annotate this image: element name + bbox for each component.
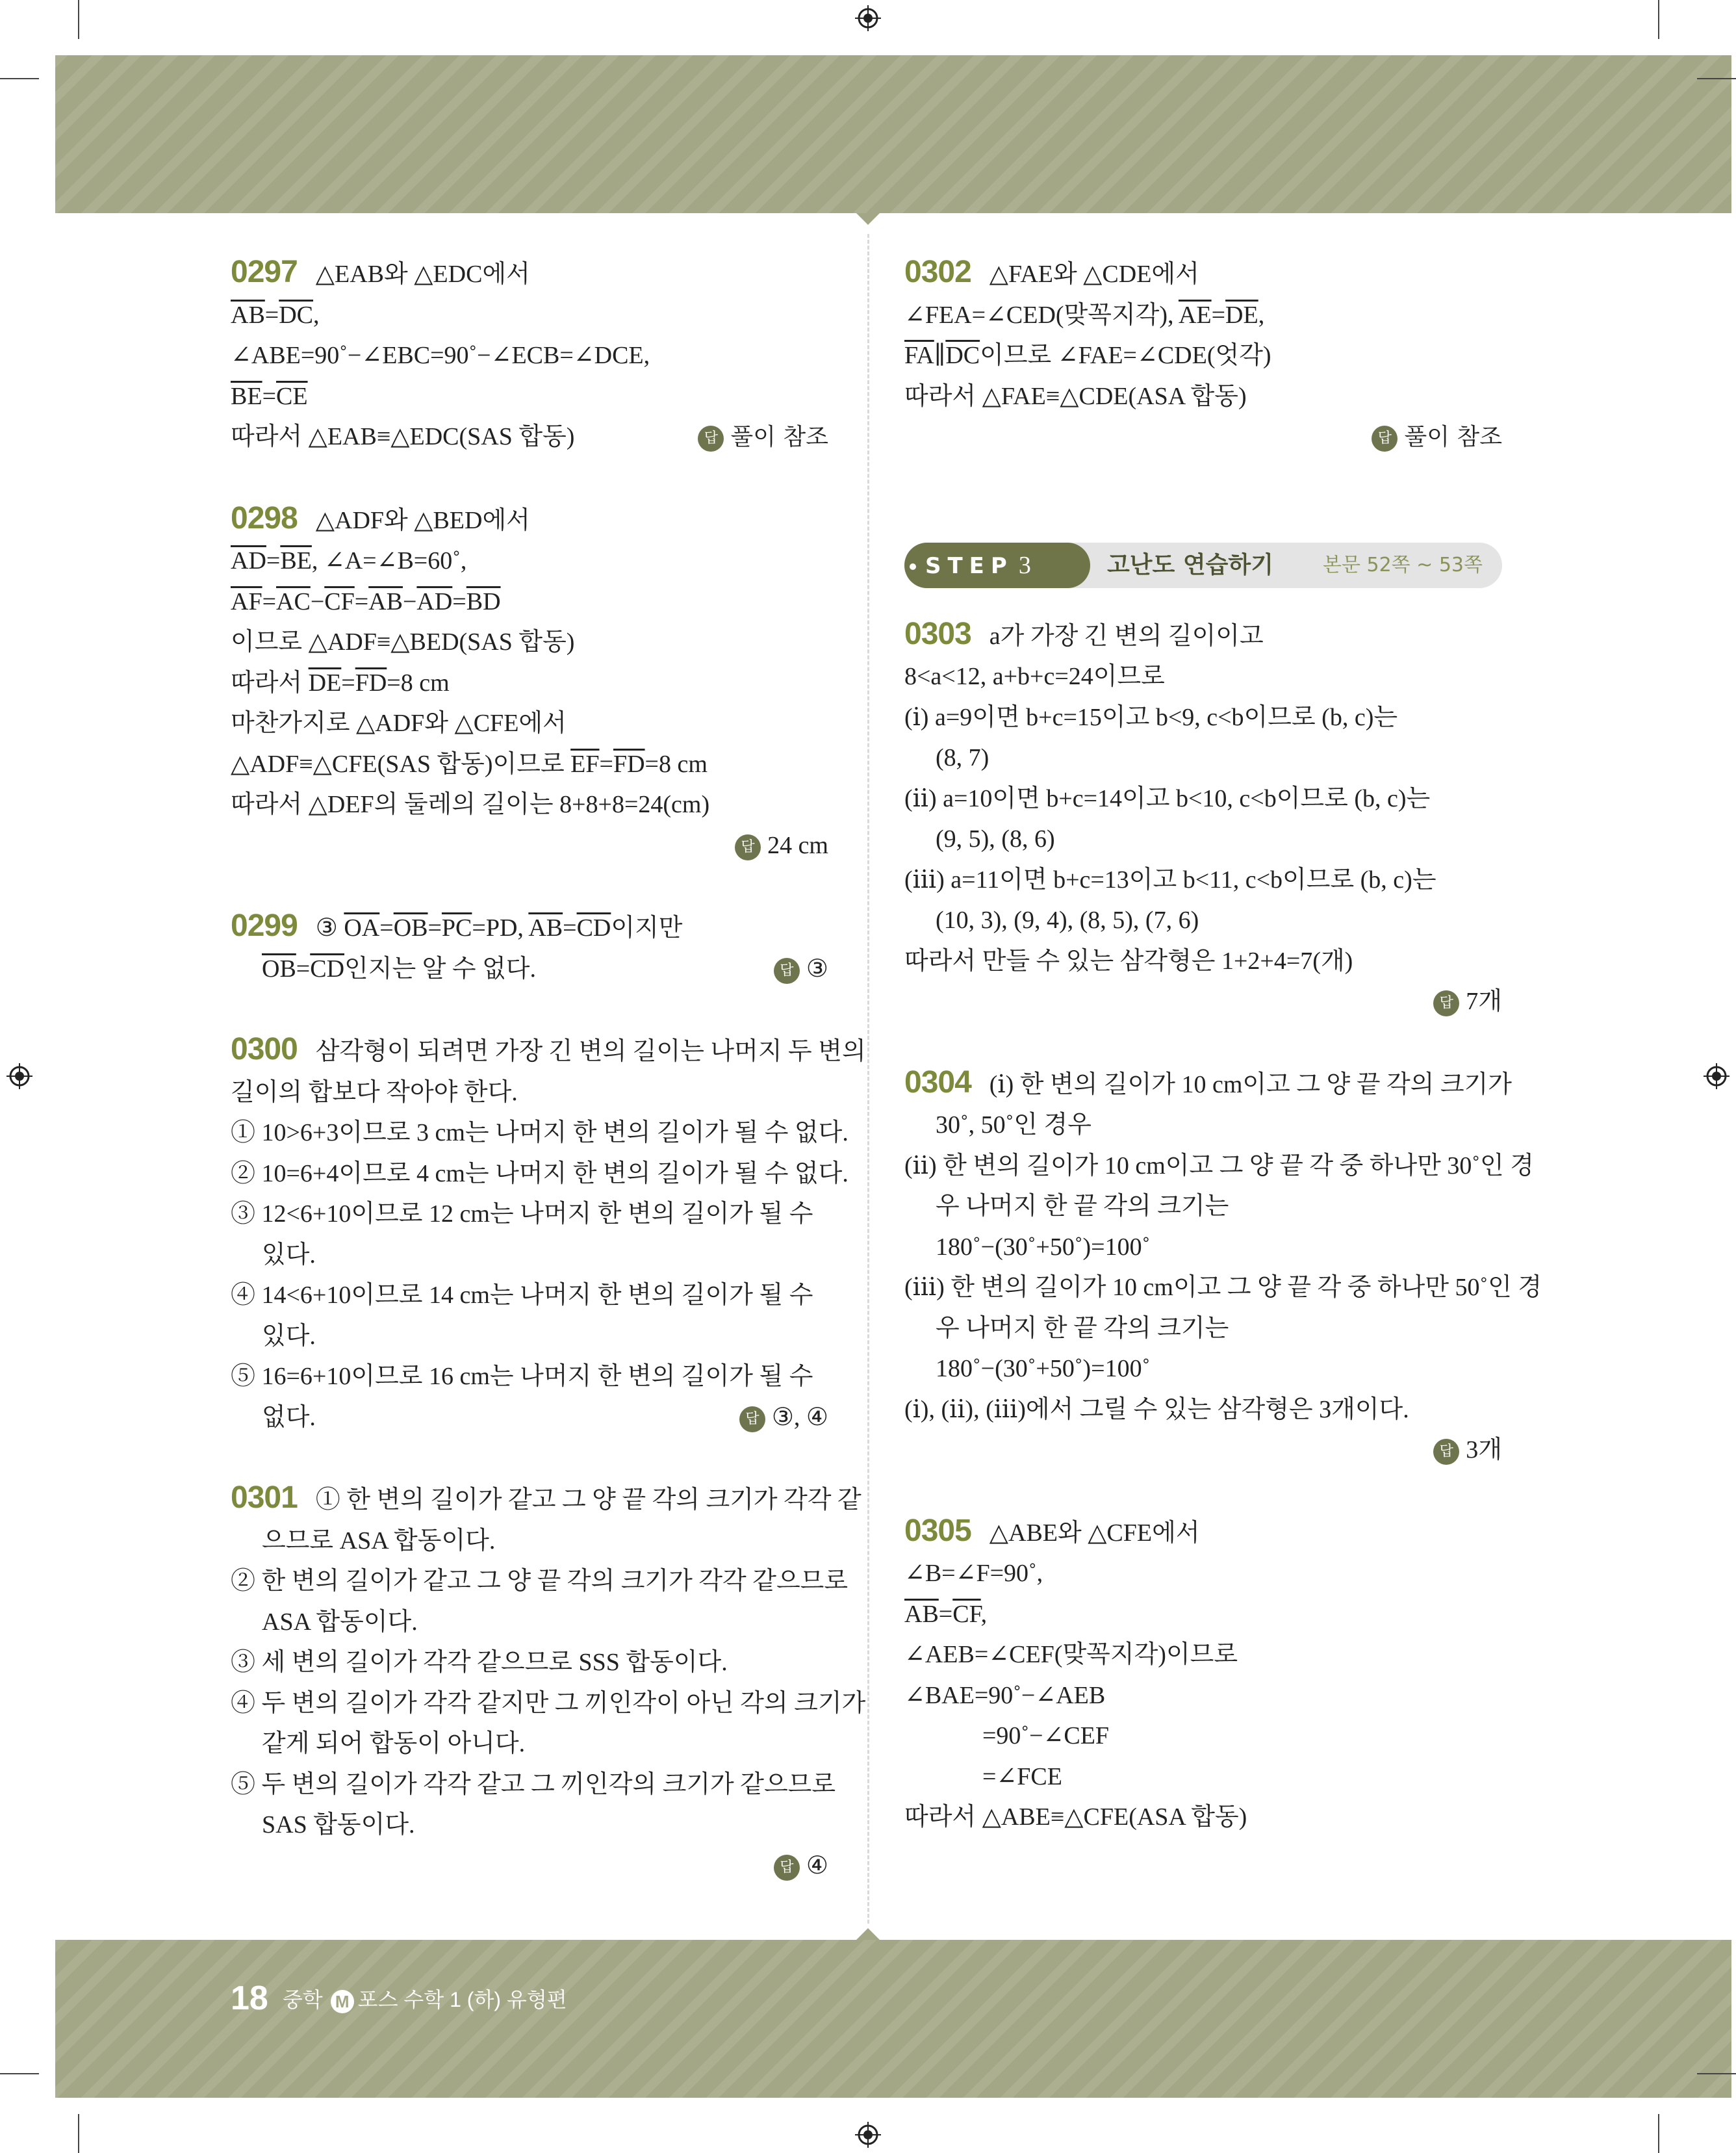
page-footer [231,1979,567,2018]
step-title: 고난도 연습하기 [1107,551,1273,578]
column-divider [867,234,869,1924]
answer-badge-icon: 답 [774,1855,800,1881]
answer-badge-icon: 답 [735,834,761,860]
registration-mark-icon [855,2122,881,2148]
problem-0298: 0298 △ADF와 △BED에서 $\overline{AD}=\overline{BE}$, ∠A=∠B=60˚, $\overline{AF}=\overline{AC}-\overline{CF}=\overline{AB}-\overline{AD}=\overline{BD}$ 이므로 △ADF≡△BED(SAS 합동) 따라서 $\overline{DE}=\overline{FD}=8$ cm 마찬가지로 △ADF와 △CFE에서 △ADF≡△CFE(SAS 합동)이므로 $\overline{EF}=\overline{FD}=8$ cm 따라서 △DEF의 둘레의 길이는 8+8+8=24(cm) 답 24 cm [231,498,828,866]
right-column [904,252,1542,1838]
problem-number: 0299 [231,909,298,943]
m-logo-icon: M [331,1990,354,2013]
answer: 답 풀이 참조 [904,417,1502,458]
book-title: 중학 M 포스 수학 1 (하) 유형편 [283,1988,567,2011]
crop-mark [1697,78,1736,79]
answer-badge-icon: 답 [774,958,800,984]
crop-mark [78,2114,79,2153]
registration-mark-icon [855,5,881,31]
step-badge: STEP 3 [904,543,1090,588]
problem-number: 0300 [231,1032,298,1066]
problem-number: 0304 [904,1064,971,1100]
answer: 답 3개 [904,1430,1502,1471]
header-notch [856,213,880,225]
answer: 답 ④ [231,1846,828,1887]
answer-badge-icon: 답 [1433,990,1459,1016]
problem-0305: 0305 △ABE와 △CFE에서 ∠B=∠F=90˚, $\overline{AB}=\overline{CF}$, ∠AEB=∠CEF(맞꼭지각)이므로 ∠BAE=90˚−∠AEB =90˚−∠CEF =∠FCE 따라서 △ABE≡△CFE(ASA 합동) [904,1513,1247,1831]
bullet-icon [910,563,916,570]
problem-0300: 0300 삼각형이 되려면 가장 긴 변의 길이는 나머지 두 변의 길이의 합보다 작아야 한다. ① 10>6+3이므로 3 cm는 나머지 한 변의 길이가 될 수 없다. ② 10=6+4이므로 4 cm는 나머지 한 변의 길이가 될 수 없다. ③ 12<6+10이므로 12 cm는 나머지 한 변의 길이가 될 수 있다. ④ 14<6+10이므로 14 cm는 나머지 한 변의 길이가 될 수 있다. ⑤ 16=6+10이므로 16 cm는 나머지 한 변의 길이가 될 수 없다. 답 ③, ④ [231,1029,828,1437]
registration-mark-icon [6,1063,32,1089]
answer-badge-icon: 답 [698,426,724,452]
problem-number: 0303 [904,616,971,651]
crop-mark [1697,2073,1736,2074]
answer: 답 풀이 참조 [698,417,828,458]
header-band [55,55,1731,213]
registration-mark-icon [1704,1063,1730,1089]
answer-badge-icon: 답 [739,1406,765,1432]
problem-0297: 0297 △EAB와 △EDC에서 $\overline{AB}=\overline{DC}$, ∠ABE=90˚−∠EBC=90˚−∠ECB=∠DCE, $\overline{BE}=\overline{CE}$ 따라서 △EAB≡△EDC(SAS 합동) 답 풀이 참조 [231,252,828,458]
step-page-ref: 본문 52쪽 ~ 53쪽 [1322,553,1483,576]
problem-0301: 0301 ① 한 변의 길이가 같고 그 양 끝 각의 크기가 각각 같 으므로 ASA 합동이다. ② 한 변의 길이가 같고 그 양 끝 각의 크기가 각각 같으므로 ASA 합동이다. ③ 세 변의 길이가 각각 같으므로 SSS 합동이다. ④ 두 변의 길이가 각각 같지만 그 끼인각이 아닌 각의 크기가 같게 되어 합동이 아니다. ⑤ 두 변의 길이가 각각 같고 그 끼인각의 크기가 같으므로 SAS 합동이다. 답 ④ [231,1478,828,1886]
problem-number: 0305 [904,1513,971,1548]
footer-band [55,1940,1731,2098]
problem-number: 0298 [231,500,298,535]
page-number: 18 [231,1979,268,2017]
crop-mark [0,78,39,79]
step-header [904,543,1502,588]
footer-notch [856,1928,880,1940]
answer-badge-icon: 답 [1433,1439,1459,1465]
problem-number: 0302 [904,255,971,289]
problem-0299: 0299 ③ $\overline{OA}=\overline{OB}=\overline{PC}=PD$, $\overline{AB}=\overline{CD}$이지만 $\overline{OB}=\overline{CD}$인지는 알 수 없다. 답 ③ [231,906,828,989]
crop-mark [1658,2114,1659,2153]
answer: 답 7개 [904,981,1502,1022]
left-column [231,252,866,1886]
problem-0302: 0302 △FAE와 △CDE에서 ∠FEA=∠CED(맞꼭지각), $\overline{AE}=\overline{DE}$, $\overline{FA}\parallel\overline{DC}$이므로 ∠FAE=∠CDE(엇각) 따라서 △FAE≡△CDE(ASA 합동) 답 풀이 참조 [904,252,1502,458]
crop-mark [78,0,79,39]
problem-0303: 0303 a가 가장 긴 변의 길이이고 8<a<12, a+b+c=24이므로 (ⅰ) a=9이면 b+c=15이고 b<9, c<b이므로 (b, c)는 (8, 7) (ⅱ) a=10이면 b+c=14이고 b<10, c<b이므로 (b, c)는 (9, 5), (8, 6) (ⅲ) a=11이면 b+c=13이고 b<11, c<b이므로 (b, c)는 (10, 3), (9, 4), (8, 5), (7, 6) 따라서 만들 수 있는 삼각형은 1+2+4=7(개) 답 7개 [904,614,1502,1022]
answer: 답 ③ [774,949,828,990]
crop-mark [0,2073,39,2074]
answer: 답 24 cm [231,825,828,866]
answer-badge-icon: 답 [1372,426,1398,452]
problem-number: 0301 [231,1480,298,1515]
answer: 답 ③, ④ [739,1397,828,1438]
crop-mark [1658,0,1659,39]
problem-number: 0297 [231,255,298,289]
problem-0304: 0304 (ⅰ) 한 변의 길이가 10 cm이고 그 양 끝 각의 크기가 30˚, 50˚인 경우 (ⅱ) 한 변의 길이가 10 cm이고 그 양 끝 각 중 하나만 30˚인 경 우 나머지 한 끝 각의 크기는 180˚−(30˚+50˚)=100˚ (ⅲ) 한 변의 길이가 10 cm이고 그 양 끝 각 중 하나만 50˚인 경 우 나머지 한 끝 각의 크기는 180˚−(30˚+50˚)=100˚ (ⅰ), (ⅱ), (ⅲ)에서 그릴 수 있는 삼각형은 3개이다. 답 3개 [904,1063,1502,1471]
